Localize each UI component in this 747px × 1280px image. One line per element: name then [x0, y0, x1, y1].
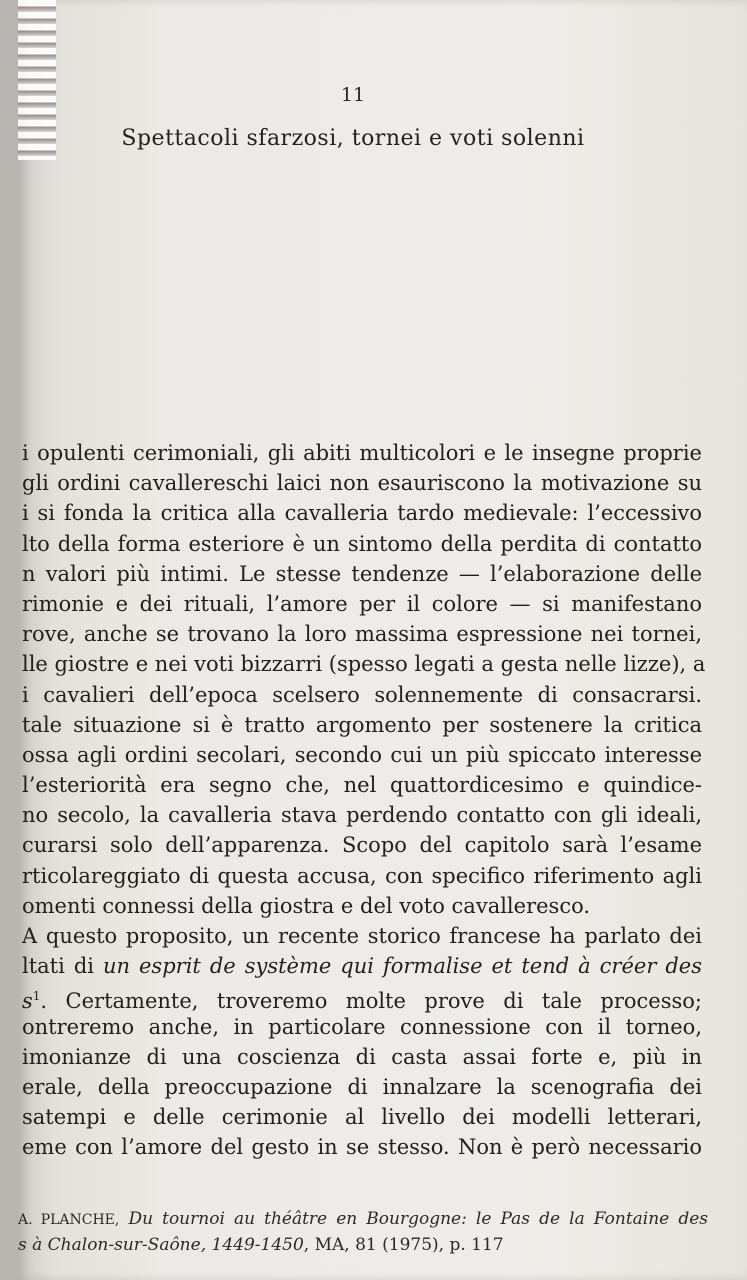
- chapter-title: Spettacoli sfarzosi, tornei e voti solenni: [121, 126, 585, 151]
- text-line: rimonie e dei rituali, l’amore per il colore — si manifestano: [22, 591, 702, 616]
- text-line: rove, anche se trovano la loro massima espressione nei tornei,: [22, 622, 702, 647]
- text-line: satempi e delle cerimonie al livello dei modelli letterari,: [22, 1105, 702, 1130]
- footnote-citation: , MA, 81 (1975), p. 117: [303, 1235, 504, 1255]
- italic-quote: un esprit de système qui formalise et tend à créer des: [102, 954, 702, 979]
- text-line-mixed: [22, 951, 702, 981]
- footnote-title: Du tournoi au théâtre en Bourgogne: le Pas de la Fontaine des: [128, 1209, 708, 1229]
- text-line: i si fonda la critica alla cavalleria tardo medievale: l’eccessivo: [22, 501, 702, 526]
- footnote-line: [18, 1232, 708, 1258]
- text-line: no secolo, la cavalleria stava perdendo contatto con gli ideali,: [22, 803, 702, 828]
- text-line: imonianze di una coscienza di casta assai forte e, più in: [22, 1044, 702, 1069]
- footnote-line: [18, 1206, 708, 1232]
- text-line: n valori più intimi. Le stesse tendenze — l’elaborazione delle: [22, 561, 702, 586]
- text-run: ltati di: [22, 954, 103, 979]
- text-line: ontreremo anche, in particolare connessione con il torneo,: [22, 1014, 702, 1039]
- adjacent-page-edge: [18, 0, 56, 160]
- text-line: gli ordini cavallereschi laici non esauriscono la motivazione su: [22, 471, 702, 496]
- text-line: i cavalieri dell’epoca scelsero solennemente di consacrarsi.: [22, 682, 702, 707]
- book-page: [18, 0, 747, 1280]
- italic-quote: s: [22, 989, 33, 1014]
- text-line: erale, della preoccupazione di innalzare la scenografia dei: [22, 1074, 702, 1099]
- footnote: [18, 1206, 708, 1258]
- text-run: . Certamente, troveremo molte prove di tale processo;: [40, 989, 702, 1014]
- text-line: omenti connessi della giostra e del voto cavalleresco.: [22, 893, 591, 918]
- text-line: rticolareggiato di questa accusa, con specifico riferimento agli: [22, 863, 702, 888]
- text-line: l’esteriorità era segno che, nel quattordicesimo e quindice-: [22, 773, 702, 798]
- footnote-author: A. PLANCHE,: [18, 1212, 120, 1228]
- body-text: [22, 438, 706, 1163]
- text-line: A questo proposito, un recente storico francese ha parlato dei: [22, 924, 702, 948]
- text-line: eme con l’amore del gesto in se stesso. Non è però necessario: [22, 1135, 702, 1160]
- text-line: lto della forma esteriore è un sintomo della perdita di contatto: [22, 531, 702, 556]
- chapter-number: 11: [340, 84, 366, 106]
- text-line: curarsi solo dell’apparenza. Scopo del capitolo sarà l’esame: [22, 833, 702, 858]
- footnote-title-cont: s à Chalon-sur-Saône, 1449-1450: [18, 1235, 304, 1255]
- text-line: i opulenti cerimoniali, gli abiti multicolori e le insegne proprie: [22, 441, 702, 465]
- text-line-mixed: [22, 981, 702, 1014]
- footnote-marker: 1: [32, 989, 41, 1004]
- text-line: ossa agli ordini secolari, secondo cui un più spiccato interesse: [22, 742, 702, 767]
- text-line: lle giostre e nei voti bizzarri (spesso legati a gesta nelle lizze), a: [22, 652, 706, 677]
- text-line: tale situazione si è tratto argomento per sostenere la critica: [22, 712, 702, 737]
